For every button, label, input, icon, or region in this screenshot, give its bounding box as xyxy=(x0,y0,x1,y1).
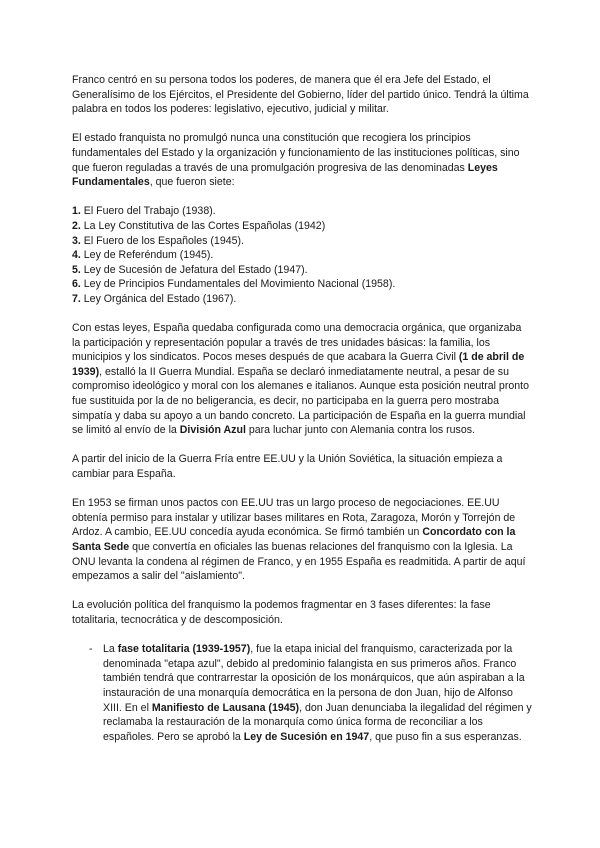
bold-concordato: Concordato con la Santa Sede xyxy=(72,526,516,553)
laws-list xyxy=(72,204,532,306)
paragraph-gap xyxy=(72,584,532,599)
list-item: 4. Ley de Referéndum (1945). xyxy=(72,249,214,262)
paragraph-gap xyxy=(72,482,532,497)
list-item: 7. Ley Orgánica del Estado (1967). xyxy=(72,292,237,305)
bold-leyes-fundamentales: Leyes Fundamentales xyxy=(72,161,498,189)
dash-bullet: - xyxy=(89,643,93,656)
paragraph-phases: La evolución política del franquismo la podemos fragmentar en 3 fases diferentes: la fase totalitaria, tecnocrática y de descomposición. xyxy=(72,599,491,626)
paragraph-gap xyxy=(72,117,532,132)
paragraph-gap xyxy=(72,307,532,322)
list-item: 6. Ley de Principios Fundamentales del Movimiento Nacional (1958). xyxy=(72,278,396,291)
paragraph-franco-powers: Franco centró en su persona todos los poderes, de manera que él era Jefe del Estado, el Generalísimo de los Ejércitos, el Presidente del Gobierno, líder del partido único. Tendrá la última palabra en todos los poderes: legislativo, ejecutivo, judicial y militar. xyxy=(72,74,529,116)
bullet-totalitarian-phase: - La fase totalitaria (1939-1957), fue la etapa inicial del franquismo, caracterizada por la denominada "etapa azul", debido al predominio falangista en sus primeros años. Franco también tendrá que contrarrestar la oposición de los monárquicos, que aún aspiraban a la instauración de una monarquía democrática en la persona de don Juan, hijo de Alfonso XIII. En el Manifiesto de Lausana (1945), don Juan denunciaba la ilegalidad del régimen y reclamaba la restauración de la monarquía como única forma de reconciliar a los españoles. Pero se aprobó la Ley de Sucesión en 1947, que puso fin a sus esperanzas. xyxy=(89,643,532,743)
bold-division-azul: División Azul xyxy=(179,424,246,437)
bold-date-1939: (1 de abril de 1939) xyxy=(72,351,525,378)
list-item: 2. La Ley Constitutiva de las Cortes Españolas (1942) xyxy=(72,219,326,232)
bold-fase-totalitaria: fase totalitaria (1939-1957) xyxy=(117,643,251,656)
paragraph-gap xyxy=(72,438,532,453)
bold-manifiesto-lausana: Manifiesto de Lausana (1945) xyxy=(151,701,300,714)
paragraph-cold-war: A partir del inicio de la Guerra Fría entre EE.UU y la Unión Soviética, la situación empieza a cambiar para España. xyxy=(72,453,503,481)
list-item: 3. El Fuero de los Españoles (1945). xyxy=(72,234,244,247)
list-item: 5. Ley de Sucesión de Jefatura del Estado (1947). xyxy=(72,263,308,276)
paragraph-us-pacts: En 1953 se firman unos pactos con EE.UU tras un largo proceso de negociaciones. EE.UU obtenía permiso para instalar y utilizar bases militares en Rota, Zaragoza, Morón y Torrejón de Ardoz. A cambio, EE.UU concedía ayuda económica. Se firmó también un Concordato con la Santa Sede que convertía en oficiales las buenas relaciones del franquismo con la Iglesia. La ONU levanta la condena al régimen de Franco, y en 1955 España es readmitida. A partir de aquí empezamos a salir del "aislamiento". xyxy=(72,497,526,583)
paragraph-gap xyxy=(72,628,532,643)
paragraph-organic-democracy: Con estas leyes, España quedaba configurada como una democracia orgánica, que organizaba la participación y representación popular a través de tres unidades básicas: la familia, los municipios y los sindicatos. Pocos meses después de que acabara la Guerra Civil (1 de abril de 1939), estalló la II Guerra Mundial. España se declaró inmediatamente neutral, a pesar de su compromiso ideológico y moral con los alemanes e italianos. Aunque esta posición neutral pronto fue sustituida por la de no beligerancia, es decir, no participaba en la guerra pero mostraba simpatía y daba su apoyo a un bando concreto. La participación de España en la guerra mundial se limitó al envío de la División Azul para luchar junto con Alemania contra los rusos. xyxy=(72,322,529,437)
bold-ley-sucesion: Ley de Sucesión en 1947 xyxy=(243,730,370,743)
document-page xyxy=(72,73,532,744)
paragraph-gap xyxy=(72,190,532,205)
paragraph-fundamental-laws: El estado franquista no promulgó nunca una constitución que recogiera los principios fundamentales del Estado y la organización y funcionamiento de las instituciones políticas, sino que fueron reguladas a través de una promulgación progresiva de las denominadas Leyes Fundamentales, que fueron siete: xyxy=(72,132,520,189)
list-item: 1. El Fuero del Trabajo (1938). xyxy=(72,205,216,218)
